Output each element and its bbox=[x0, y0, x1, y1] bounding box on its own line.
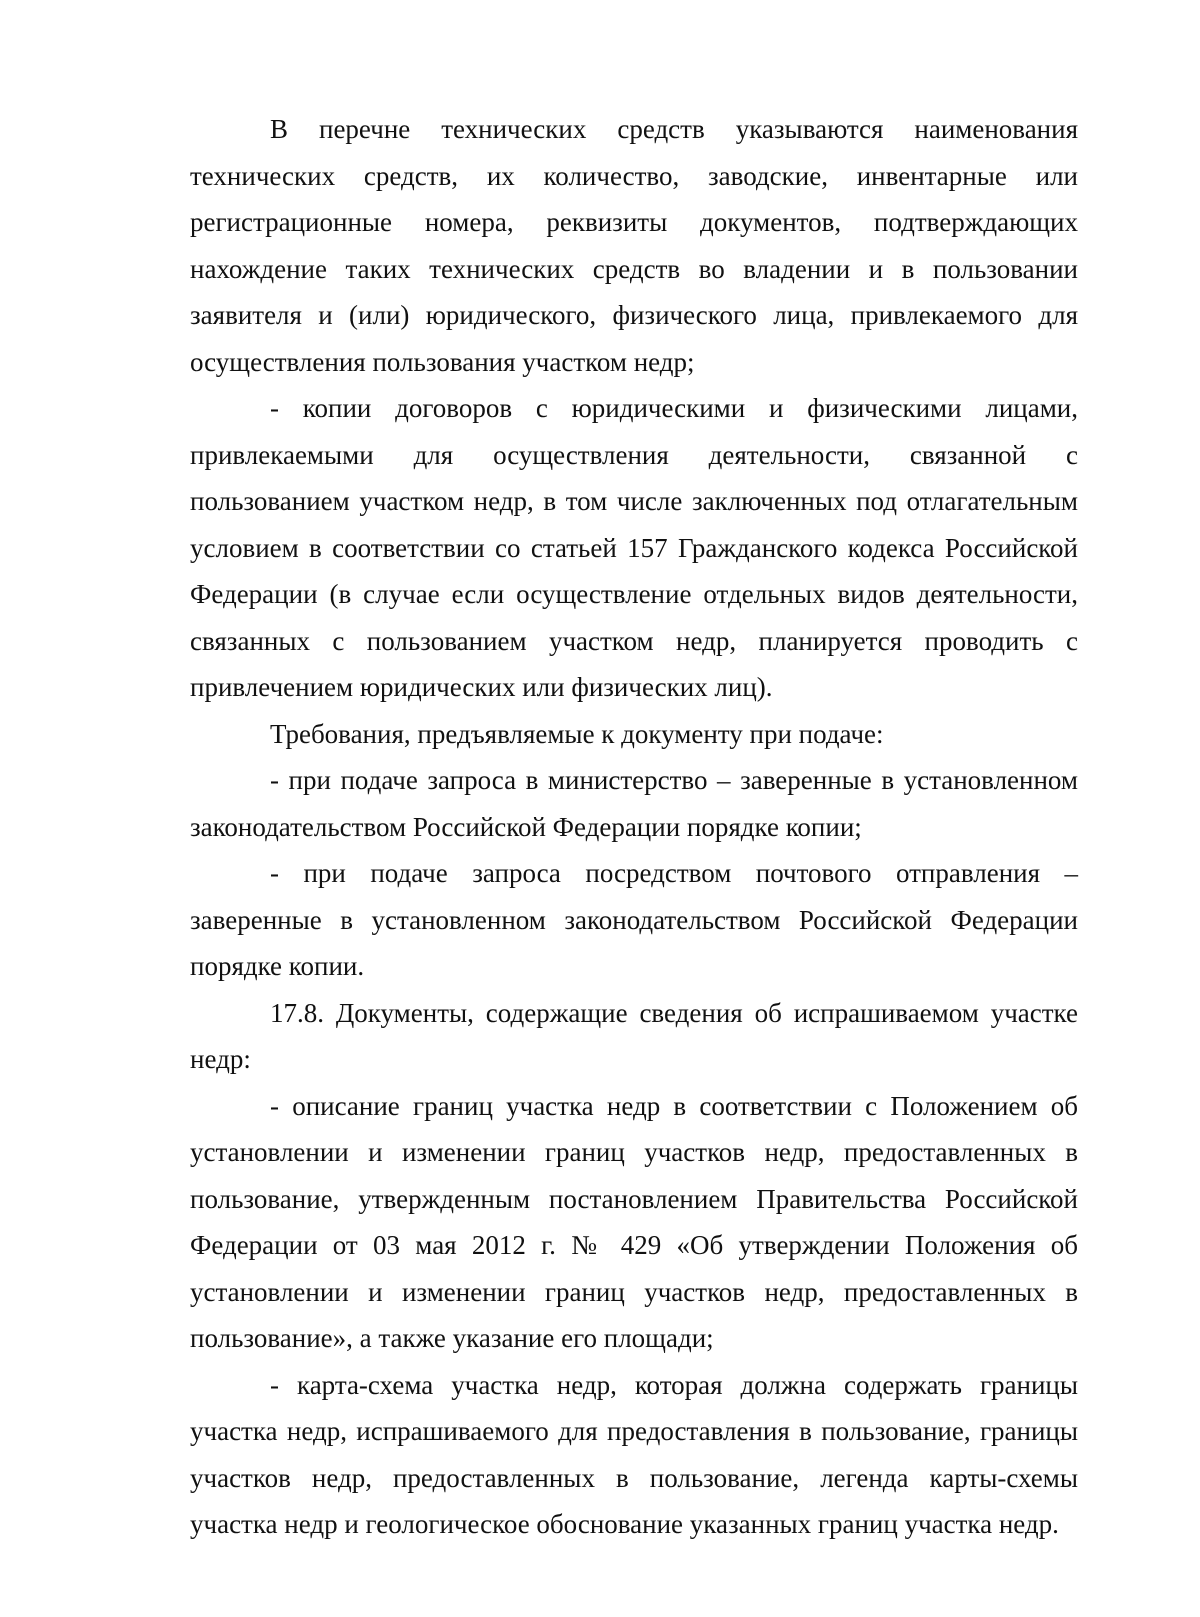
paragraph-boundary-description: - описание границ участка недр в соответствии с Положением об установлении и изменении границ участков недр, предоставленных в пользование, утвержденным постановлением Правительства Российской Федерации от 03 мая 2012 г. № 429 «Об утверждении Положения об установлении и изменении границ участков недр, предоставленных в пользование», а также указание его площади; bbox=[190, 1090, 1078, 1353]
paragraph-map-scheme: - карта-схема участка недр, которая должна содержать границы участка недр, испрашиваемого для предоставления в пользование, границы участков недр, предоставленных в пользование, легенда карты-схемы участка недр и геологическое обоснование указанных границ участка недр. bbox=[190, 1369, 1078, 1539]
paragraph-requirements-heading: Требования, предъявляемые к документу при подаче: bbox=[270, 718, 884, 749]
paragraph-contract-copies: - копии договоров с юридическими и физическими лицами, привлекаемыми для осуществления деятельности, связанной с пользованием участком недр, в том числе заключенных под отлагательным условием в соответствии со статьей 157 Гражданского кодекса Российской Федерации (в случае если осуществление отдельных видов деятельности, связанных с пользованием участком недр, планируется проводить с привлечением юридических или физических лиц). bbox=[190, 393, 1078, 702]
paragraph-ministry-submission: - при подаче запроса в министерство – заверенные в установленном законодательством Российской Федерации порядке копии; bbox=[190, 765, 1078, 842]
paragraph-technical-means-list: В перечне технических средств указываются наименования технических средств, их количество, заводские, инвентарные или регистрационные номера, реквизиты документов, подтверждающих нахождение таких технических средств во владении и в пользовании заявителя и (или) юридического, физического лица, привлекаемого для осуществления пользования участком недр; bbox=[190, 114, 1078, 377]
paragraph-section-17-8: 17.8. Документы, содержащие сведения об испрашиваемом участке недр: bbox=[190, 997, 1078, 1074]
paragraph-postal-submission: - при подаче запроса посредством почтового отправления – заверенные в установленном законодательством Российской Федерации порядке копии. bbox=[190, 858, 1078, 981]
document-body bbox=[190, 106, 1078, 1548]
